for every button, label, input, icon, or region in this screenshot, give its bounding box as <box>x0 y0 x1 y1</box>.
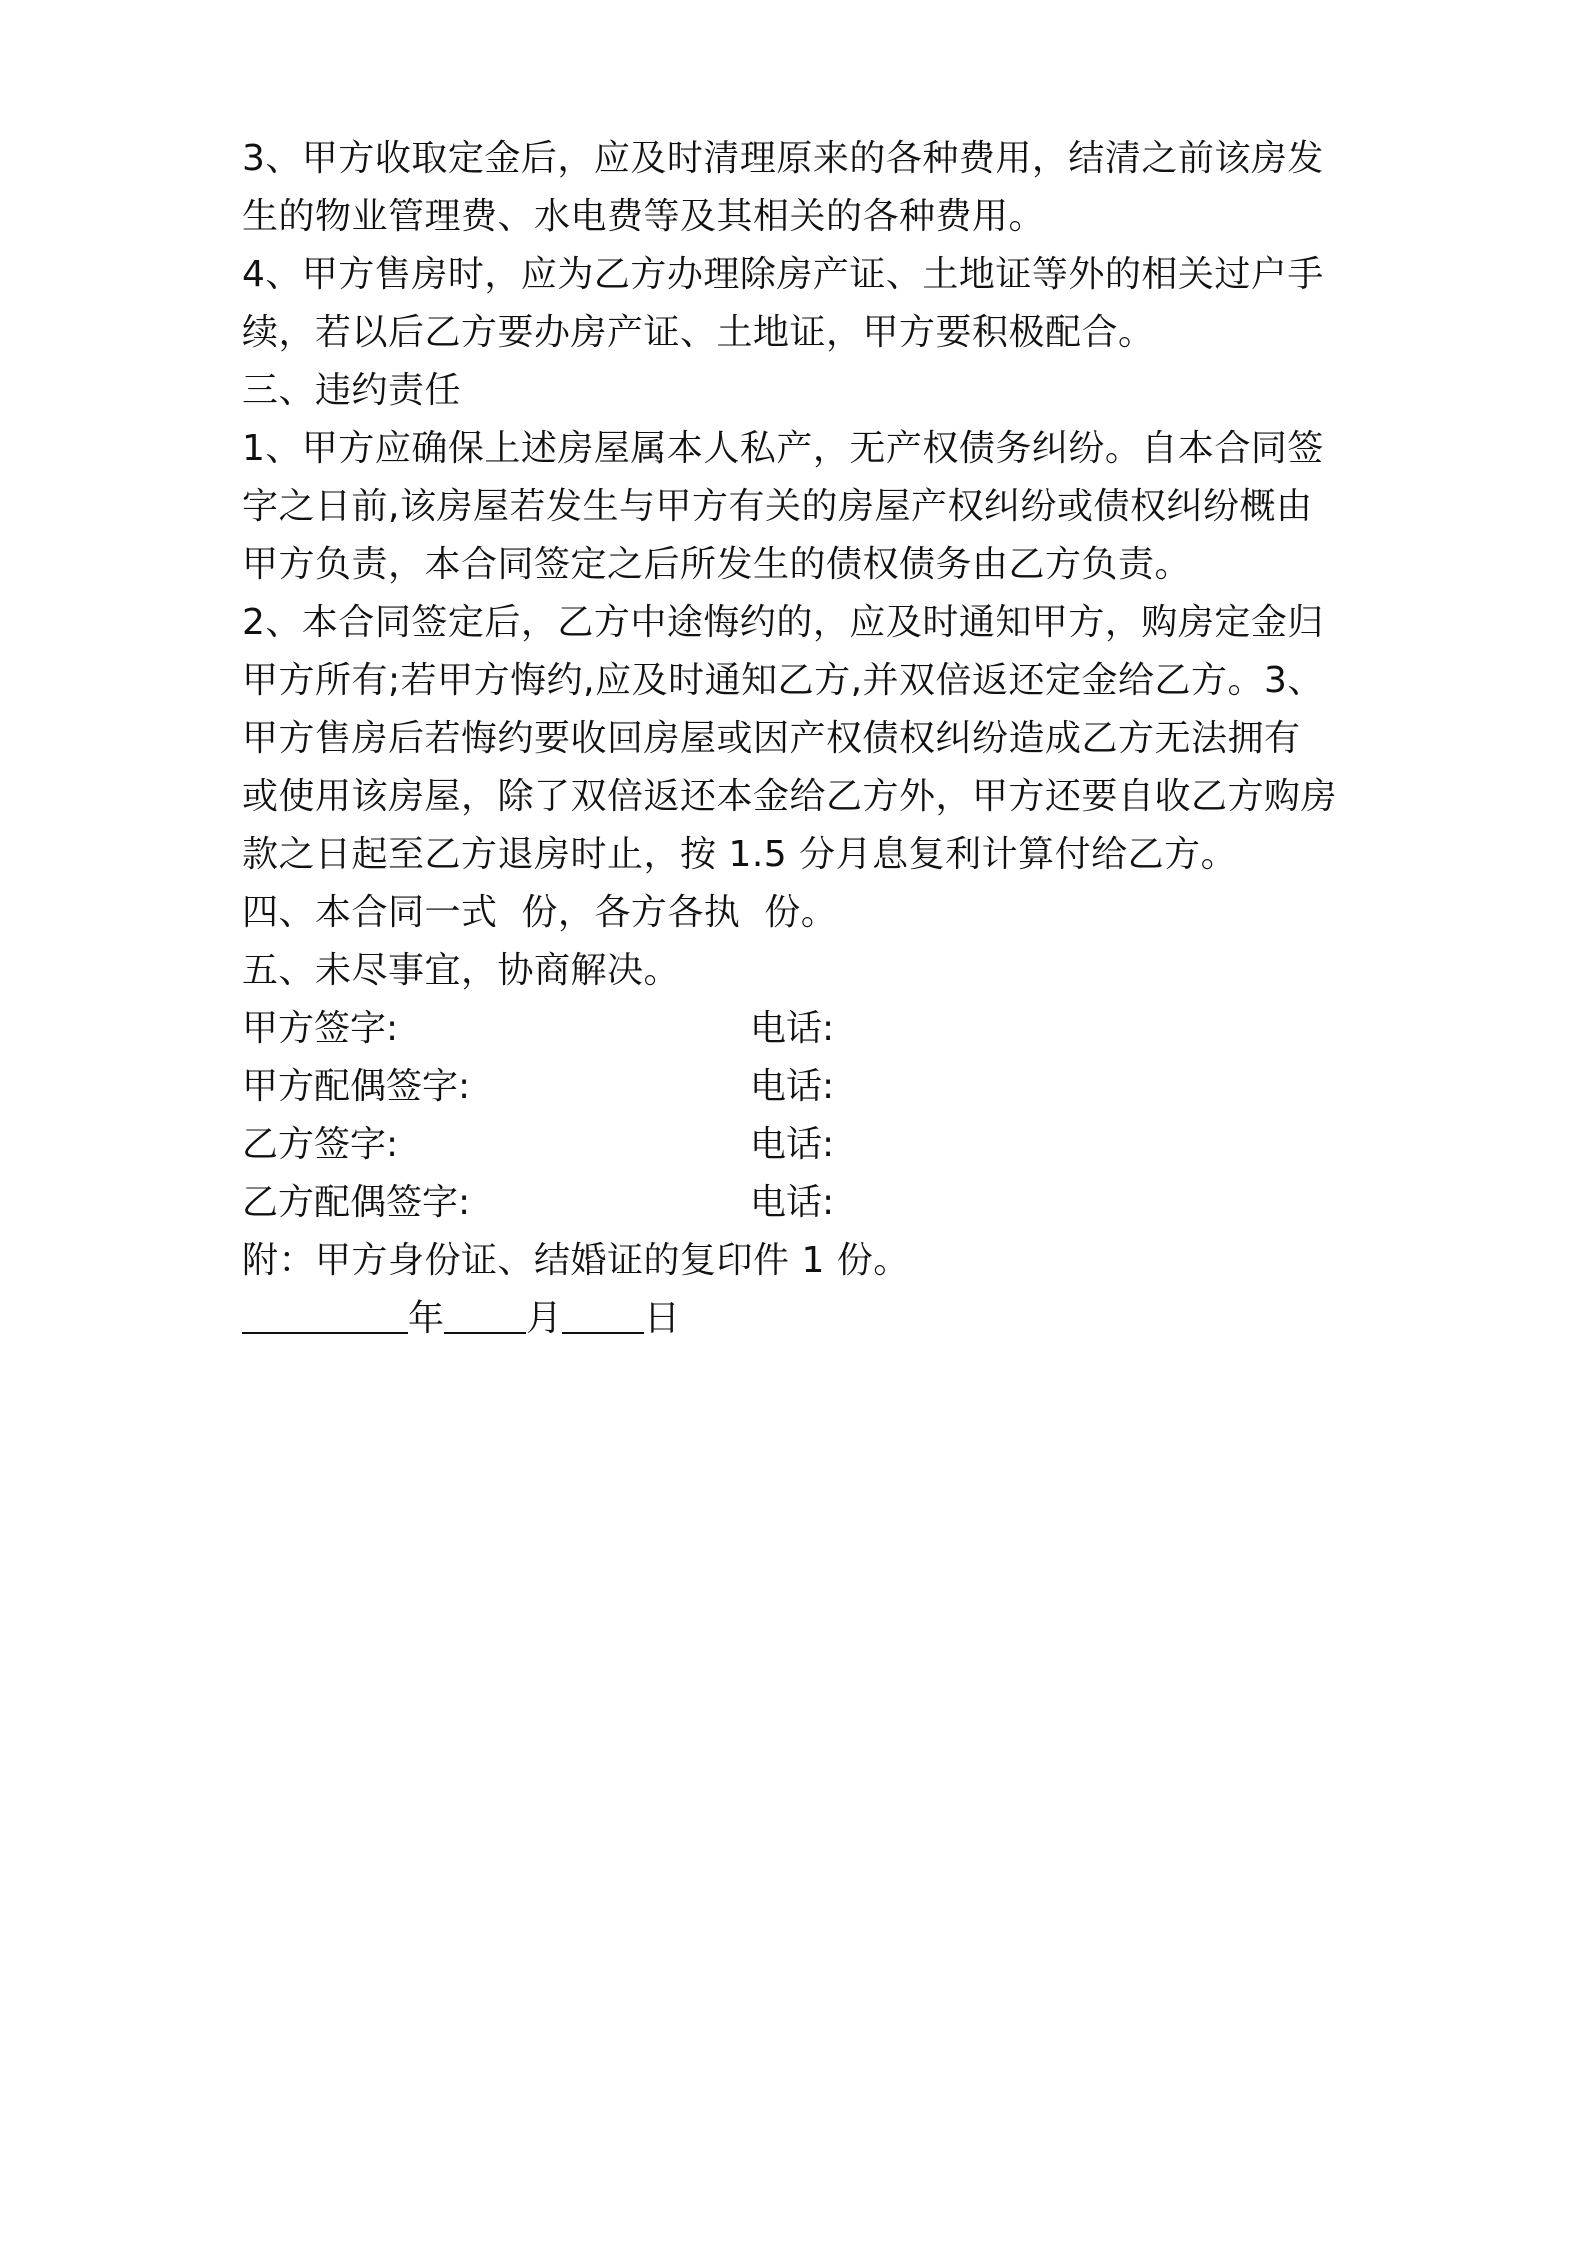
signature-row-party-a <box>242 1004 1362 1054</box>
month-blank <box>444 1296 526 1334</box>
breach-2-line-4: 或使用该房屋，除了双倍返还本金给乙方外，甲方还要自收乙方购房 <box>242 776 1338 817</box>
signature-label: 乙方配偶签字: <box>242 1182 471 1223</box>
clause-4-line-2: 续，若以后乙方要办房产证、土地证，甲方要积极配合。 <box>242 312 1155 353</box>
breach-2-line-1: 2、本合同签定后，乙方中途悔约的，应及时通知甲方，购房定金归 <box>242 602 1324 643</box>
attachment-note: 附：甲方身份证、结婚证的复印件 1 份。 <box>242 1240 910 1281</box>
section-4-copies: 四、本合同一式 份，各方各执 份。 <box>242 892 838 933</box>
signature-label: 甲方签字: <box>242 1008 399 1049</box>
year-label: 年 <box>408 1298 445 1339</box>
breach-2-line-2: 甲方所有;若甲方悔约,应及时通知乙方,并双倍返还定金给乙方。3、 <box>242 660 1324 701</box>
clause-3-line-2: 生的物业管理费、水电费等及其相关的各种费用。 <box>242 196 1046 237</box>
breach-2-line-5: 款之日起至乙方退房时止，按 1.5 分月息复利计算付给乙方。 <box>242 834 1238 875</box>
date-line <box>242 1294 680 1344</box>
month-label: 月 <box>526 1298 563 1339</box>
signature-label: 乙方签字: <box>242 1124 399 1165</box>
phone-label: 电话: <box>750 1008 835 1049</box>
phone-label: 电话: <box>750 1066 835 1107</box>
clause-4-line-1: 4、甲方售房时，应为乙方办理除房产证、土地证等外的相关过户手 <box>242 254 1324 295</box>
breach-1-line-2: 字之日前,该房屋若发生与甲方有关的房屋产权纠纷或债权纠纷概由 <box>242 486 1313 527</box>
signature-label: 甲方配偶签字: <box>242 1066 471 1107</box>
breach-1-line-1: 1、甲方应确保上述房屋属本人私产，无产权债务纠纷。自本合同签 <box>242 428 1324 469</box>
clause-3-line-1: 3、甲方收取定金后，应及时清理原来的各种费用，结清之前该房发 <box>242 138 1324 179</box>
day-label: 日 <box>644 1298 681 1339</box>
year-blank <box>242 1296 408 1334</box>
day-blank <box>562 1296 644 1334</box>
section-5-misc: 五、未尽事宜，协商解决。 <box>242 950 681 991</box>
section-3-title: 三、违约责任 <box>242 370 462 411</box>
phone-label: 电话: <box>750 1182 835 1223</box>
signature-row-party-a-spouse <box>242 1062 1362 1112</box>
signature-row-party-b <box>242 1120 1362 1170</box>
breach-2-line-3: 甲方售房后若悔约要收回房屋或因产权债权纠纷造成乙方无法拥有 <box>242 718 1301 759</box>
breach-1-line-3: 甲方负责，本合同签定之后所发生的债权债务由乙方负责。 <box>242 544 1192 585</box>
phone-label: 电话: <box>750 1124 835 1165</box>
signature-row-party-b-spouse <box>242 1178 1362 1228</box>
